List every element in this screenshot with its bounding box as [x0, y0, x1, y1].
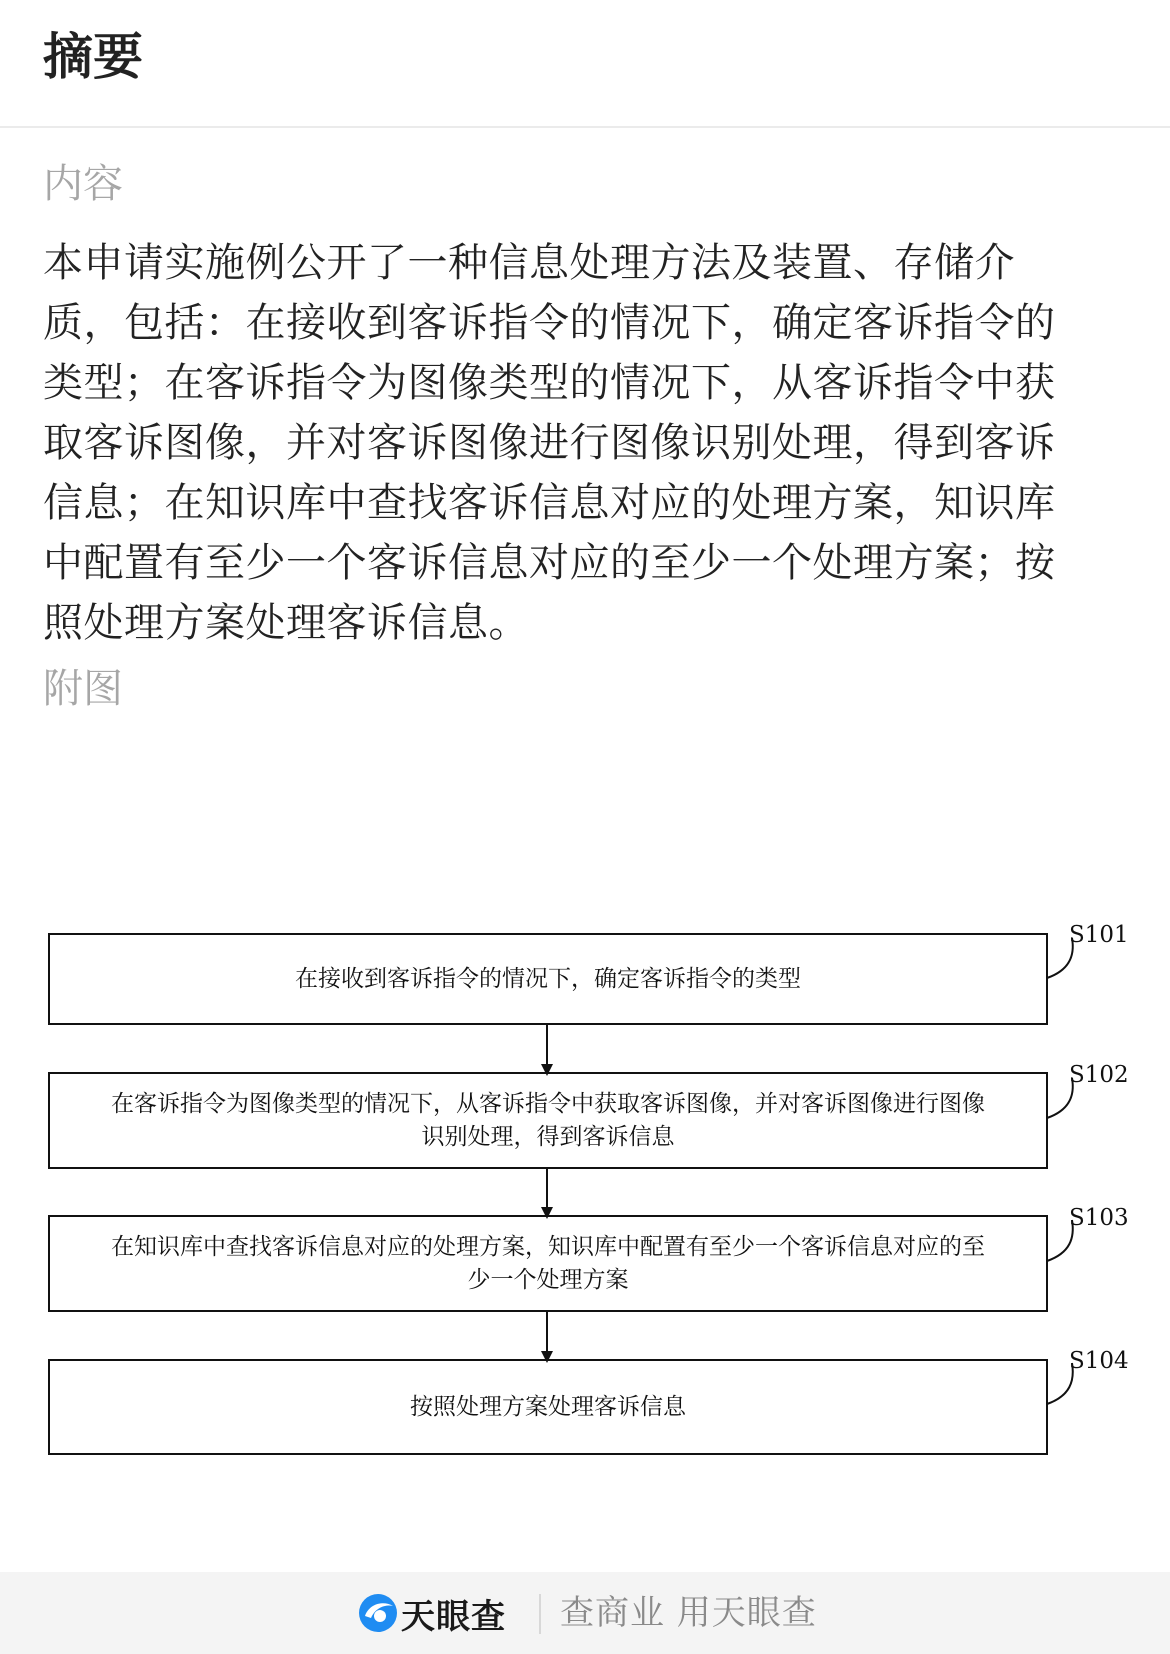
page-header [0, 0, 1170, 128]
page-title: 摘要 [43, 28, 143, 86]
step-text-s104 [51, 1362, 1045, 1452]
abstract-line: 类型；在客诉指令为图像类型的情况下，从客诉指令中获 [43, 360, 1056, 406]
brand-logo[interactable] [357, 1590, 506, 1636]
abstract-line: 信息；在知识库中查找客诉信息对应的处理方案，知识库 [43, 480, 1056, 526]
abstract-line: 中配置有至少一个客诉信息对应的至少一个处理方案；按 [43, 540, 1056, 586]
footer-banner[interactable] [0, 1572, 1170, 1654]
step-label-s103: S103 [1069, 1205, 1129, 1231]
step-text-line: 在知识库中查找客诉信息对应的处理方案，知识库中配置有至少一个客诉信息对应的至 [111, 1233, 985, 1260]
step-text-line: 在客诉指令为图像类型的情况下，从客诉指令中获取客诉图像，并对客诉图像进行图像 [111, 1090, 985, 1117]
abstract-line: 照处理方案处理客诉信息。 [43, 600, 529, 646]
figure-section-label: 附图 [43, 666, 123, 712]
brand-name: 天眼查 [401, 1596, 506, 1637]
step-text-line: 在接收到客诉指令的情况下，确定客诉指令的类型 [295, 965, 801, 992]
step-label-s101: S101 [1069, 922, 1129, 948]
footer-slogan: 查商业 用天眼查 [560, 1593, 817, 1633]
abstract-text [43, 233, 1128, 653]
abstract-line: 本申请实施例公开了一种信息处理方法及装置、存储介 [43, 240, 1015, 286]
step-text-s102 [51, 1075, 1045, 1166]
step-text-line: 识别处理，得到客诉信息 [421, 1123, 675, 1150]
step-text-line: 按照处理方案处理客诉信息 [410, 1393, 686, 1420]
abstract-line: 取客诉图像，并对客诉图像进行图像识别处理，得到客诉 [43, 420, 1056, 466]
flowchart-figure [0, 900, 1170, 1480]
step-text-s103 [51, 1218, 1045, 1309]
step-label-s102: S102 [1069, 1062, 1129, 1088]
step-label-s104: S104 [1069, 1348, 1129, 1374]
step-text-s101 [51, 936, 1045, 1022]
step-text-line: 少一个处理方案 [467, 1266, 629, 1293]
footer-divider [539, 1594, 541, 1634]
abstract-line: 质，包括：在接收到客诉指令的情况下，确定客诉指令的 [43, 300, 1056, 346]
tianyancha-logo-icon [357, 1592, 399, 1634]
content-section-label: 内容 [43, 161, 123, 207]
